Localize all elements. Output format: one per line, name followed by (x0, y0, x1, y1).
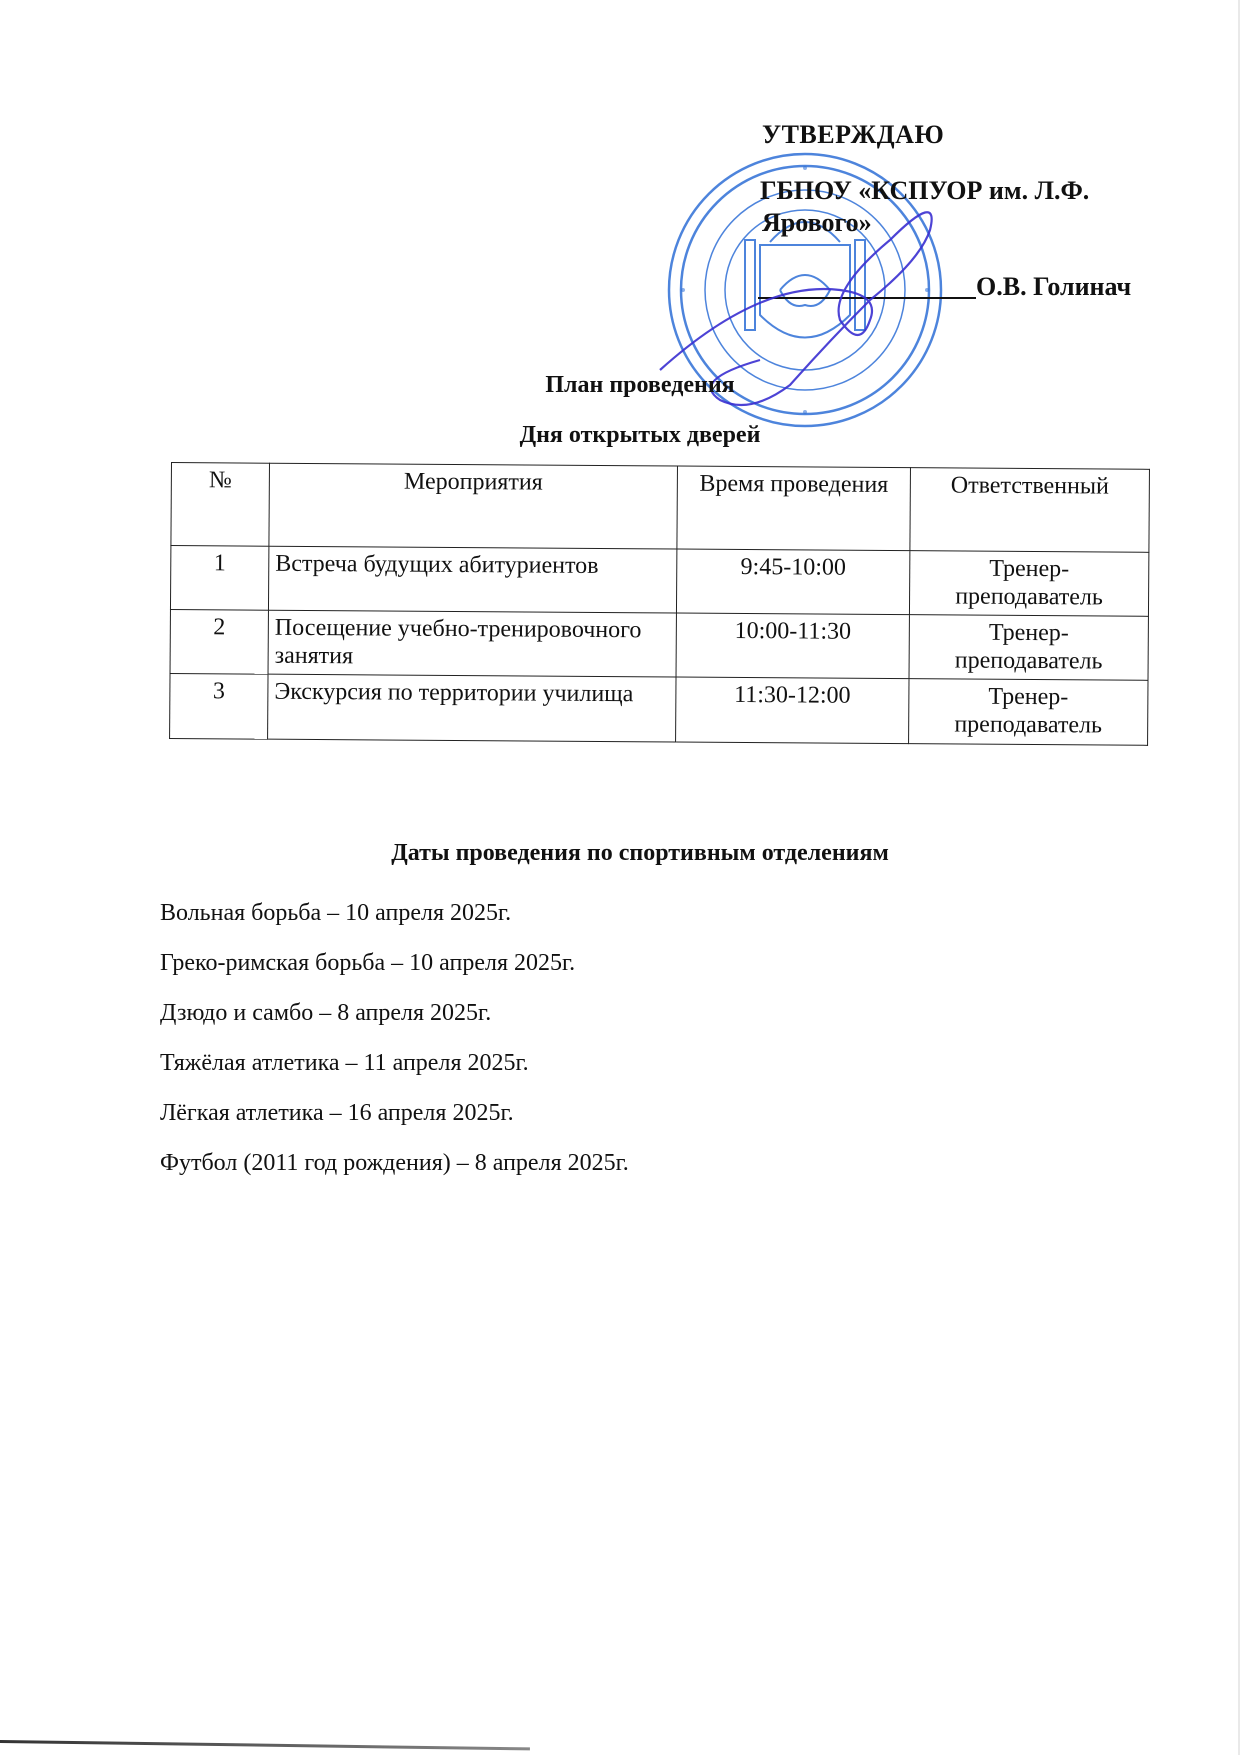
approval-organization: ГБПОУ «КСПУОР им. Л.Ф. (760, 176, 1090, 205)
column-header-responsible: Ответственный (910, 468, 1150, 553)
table-row (170, 546, 1148, 617)
row-event: Посещение учебно-тренировочного занятия (268, 610, 676, 677)
row-number: 2 (170, 610, 268, 675)
dates-section-title: Даты проведения по спортивным отделениям (391, 840, 889, 866)
row-time: 9:45-10:00 (676, 549, 909, 615)
list-item: Вольная борьба – 10 апреля 2025г. (160, 900, 512, 926)
signatory-name: О.В. Голинач (976, 272, 1132, 301)
column-header-time: Время проведения (677, 466, 911, 551)
row-number: 3 (170, 674, 268, 739)
table-row (170, 610, 1148, 681)
row-time: 11:30-12:00 (676, 677, 909, 743)
list-item: Тяжёлая атлетика – 11 апреля 2025г. (160, 1050, 529, 1076)
approval-organization-continued: Ярового» (762, 208, 872, 237)
row-number: 1 (170, 546, 268, 611)
dates-list (160, 888, 629, 1188)
column-header-event: Мероприятия (269, 463, 678, 549)
scan-artifact-line (0, 1740, 530, 1750)
document-title: План проведения (545, 372, 735, 398)
signature-line (758, 297, 976, 299)
list-item: Футбол (2011 год рождения) – 8 апреля 2025г. (160, 1150, 629, 1176)
approval-title: УТВЕРЖДАЮ (762, 120, 945, 149)
list-item: Лёгкая атлетика – 16 апреля 2025г. (160, 1100, 514, 1126)
document-subtitle: Дня открытых дверей (519, 422, 761, 448)
row-responsible: Тренер-преподаватель (909, 679, 1148, 745)
row-event: Встреча будущих абитуриентов (268, 546, 676, 613)
row-event: Экскурсия по территории училища (268, 675, 676, 742)
row-responsible: Тренер-преподаватель (909, 551, 1148, 617)
list-item: Дзюдо и самбо – 8 апреля 2025г. (160, 1000, 492, 1026)
events-plan-table (169, 462, 1150, 745)
row-time: 10:00-11:30 (676, 613, 909, 679)
table-header-row (171, 463, 1150, 553)
row-responsible: Тренер-преподаватель (909, 615, 1148, 681)
column-header-number: № (171, 463, 270, 547)
list-item: Греко-римская борьба – 10 апреля 2025г. (160, 950, 576, 976)
table-row (170, 674, 1148, 745)
approval-block (0, 0, 1240, 330)
